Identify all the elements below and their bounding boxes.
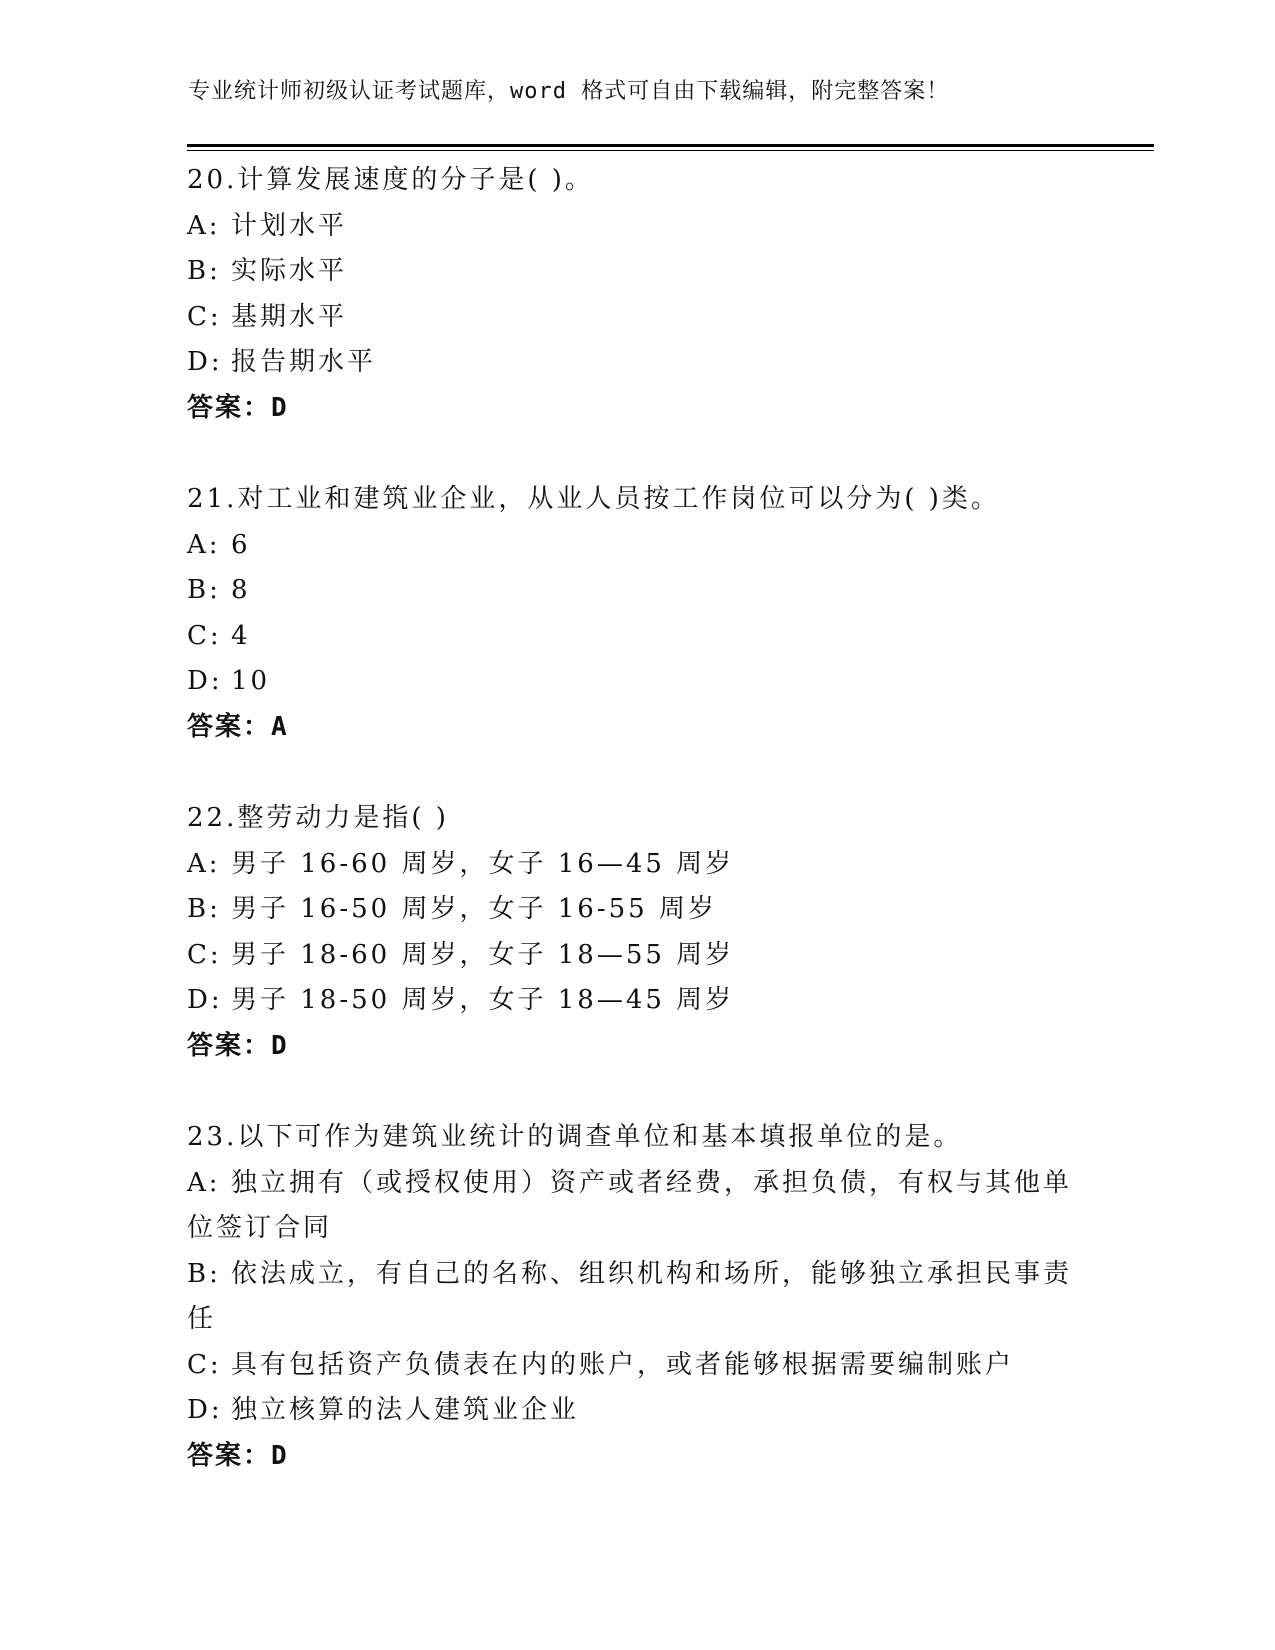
option-letter: C:: [187, 301, 222, 332]
option-text: 10: [231, 666, 271, 696]
question-21: [187, 477, 1087, 750]
option-text: 男子 16-60 周岁，女子 16—45 周岁: [231, 848, 735, 879]
option-text: 男子 18-60 周岁，女子 18—55 周岁: [231, 939, 735, 970]
option-a: [187, 204, 1087, 250]
answer-value: A: [271, 711, 290, 742]
option-letter: A:: [187, 529, 221, 560]
option-text: 具有包括资产负债表在内的账户，或者能够根据需要编制账户: [231, 1349, 1015, 1380]
answer-line: [187, 386, 1087, 432]
question-stem: 23.以下可作为建筑业统计的调查单位和基本填报单位的是。: [187, 1122, 963, 1152]
answer-label: 答案：: [187, 711, 272, 742]
option-c: [187, 933, 1087, 979]
header-rule-thin: [187, 150, 1154, 151]
option-letter: B:: [187, 1258, 221, 1289]
option-text: 基期水平: [231, 301, 348, 332]
option-a: [187, 1161, 1087, 1252]
header-rule-thick: [187, 144, 1154, 147]
option-c: [187, 614, 1087, 660]
option-letter: C:: [187, 939, 222, 970]
question-22: [187, 796, 1087, 1069]
question-stem: 21.对工业和建筑业企业，从业人员按工作岗位可以分为( )类。: [187, 484, 1000, 514]
answer-label: 答案：: [187, 1030, 272, 1061]
option-a: [187, 842, 1087, 888]
option-text: 计划水平: [231, 210, 348, 241]
question-list: [187, 158, 1087, 1479]
option-letter: B:: [187, 575, 221, 605]
option-c: [187, 295, 1087, 341]
option-text: 独立拥有（或授权使用）资产或者经费，承担负债，有权与其他单位签订合同: [187, 1167, 1073, 1243]
answer-label: 答案：: [187, 1440, 272, 1471]
answer-value: D: [271, 1440, 290, 1471]
option-text: 男子 16-50 周岁，女子 16-55 周岁: [231, 894, 717, 924]
option-b: [187, 249, 1087, 295]
question-20: [187, 158, 1087, 431]
option-b: [187, 1252, 1087, 1343]
option-letter: B:: [187, 256, 221, 286]
option-letter: D:: [187, 1395, 223, 1425]
answer-label: 答案：: [187, 392, 272, 423]
option-a: [187, 523, 1087, 569]
option-text: 6: [231, 529, 251, 560]
option-text: 8: [231, 575, 251, 605]
option-d: [187, 340, 1087, 386]
answer-line: [187, 1024, 1087, 1070]
option-text: 报告期水平: [231, 347, 377, 377]
option-letter: D:: [187, 666, 223, 696]
option-text: 依法成立，有自己的名称、组织机构和场所，能够独立承担民事责任: [187, 1258, 1073, 1334]
option-letter: A:: [187, 848, 221, 879]
question-stem: 20.计算发展速度的分子是( )。: [187, 165, 594, 195]
option-letter: C:: [187, 620, 222, 651]
option-b: [187, 568, 1087, 614]
option-letter: A:: [187, 210, 221, 241]
option-letter: A:: [187, 1167, 221, 1198]
option-c: [187, 1343, 1087, 1389]
answer-value: D: [271, 1030, 290, 1061]
option-b: [187, 887, 1087, 933]
option-text: 男子 18-50 周岁，女子 18—45 周岁: [231, 985, 735, 1015]
question-23: [187, 1115, 1087, 1479]
option-d: [187, 1388, 1087, 1434]
option-text: 4: [231, 620, 251, 651]
option-text: 独立核算的法人建筑业企业: [231, 1395, 580, 1425]
answer-value: D: [271, 392, 290, 423]
option-letter: B:: [187, 894, 221, 924]
option-text: 实际水平: [231, 256, 348, 286]
page-header: 专业统计师初级认证考试题库，word 格式可自由下载编辑，附完整答案！: [188, 79, 950, 104]
option-d: [187, 659, 1087, 705]
option-letter: D:: [187, 347, 223, 377]
question-stem: 22.整劳动力是指( ): [187, 803, 449, 833]
option-letter: D:: [187, 985, 223, 1015]
option-letter: C:: [187, 1349, 222, 1380]
option-d: [187, 978, 1087, 1024]
answer-line: [187, 1434, 1087, 1480]
answer-line: [187, 705, 1087, 751]
